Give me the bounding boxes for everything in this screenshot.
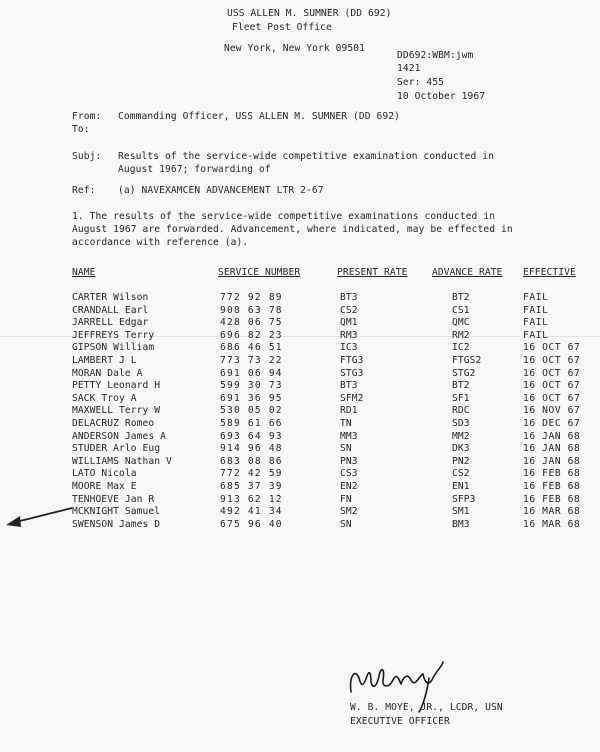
signature-name: W. B. MOYE, JR., LCDR, USN <box>350 702 503 713</box>
cell-name: LATO Nicola <box>72 468 137 480</box>
header-name: NAME <box>72 267 96 278</box>
cell-present-rate: SN <box>340 443 352 455</box>
cell-effective: 16 OCT 67 <box>523 380 581 392</box>
table-row <box>0 481 600 494</box>
table-row <box>0 342 600 355</box>
table-row <box>0 405 600 418</box>
cell-name: MOORE Max E <box>72 481 137 492</box>
subj-label: Subj: <box>72 151 102 162</box>
cell-name: STUDER Arlo Eug <box>72 443 161 455</box>
cell-service-number: 683 08 86 <box>220 455 283 467</box>
cell-advance-rate: SFP3 <box>452 493 476 505</box>
table-row <box>0 443 600 456</box>
cell-present-rate: RM3 <box>340 329 358 341</box>
cell-advance-rate: RM2 <box>452 329 470 341</box>
cell-present-rate: BT3 <box>340 292 358 303</box>
cell-service-number: 428 06 75 <box>220 317 283 329</box>
cell-name: MCKNIGHT Samuel <box>72 506 161 518</box>
cell-service-number: 772 42 59 <box>220 468 283 480</box>
serial-number: Ser: 455 <box>397 77 445 88</box>
cell-service-number: 589 61 66 <box>220 418 283 429</box>
table-row <box>0 355 600 368</box>
para-line-1: 1. The results of the service-wide competitive examinations conducted in <box>72 211 496 222</box>
cell-effective: 16 NOV 67 <box>523 405 581 417</box>
table-row <box>0 305 600 318</box>
cell-name: SWENSON James D <box>72 518 161 530</box>
cell-name: CRANDALL Earl <box>72 304 149 316</box>
cell-effective: 16 OCT 67 <box>523 367 581 379</box>
table-row <box>0 506 600 519</box>
cell-present-rate: TN <box>340 418 352 429</box>
header-present-rate: PRESENT RATE <box>337 267 408 278</box>
cell-effective: 16 FEB 68 <box>523 493 581 505</box>
cell-effective: 16 OCT 67 <box>523 355 581 366</box>
cell-advance-rate: MM2 <box>452 430 470 442</box>
table-row <box>0 418 600 431</box>
cell-effective: 16 OCT 67 <box>523 392 581 404</box>
para-line-3: accordance with reference (a). <box>72 237 249 248</box>
cell-name: WILLIAMS Nathan V <box>72 455 172 467</box>
cell-present-rate: MM3 <box>340 430 358 442</box>
table-row <box>0 380 600 393</box>
cell-service-number: 773 73 22 <box>220 355 283 366</box>
letterhead-ship: USS ALLEN M. SUMNER (DD 692) <box>227 8 392 19</box>
cell-advance-rate: RDC <box>452 405 470 417</box>
cell-present-rate: FTG3 <box>340 355 364 366</box>
cell-effective: 16 MAR 68 <box>523 518 581 530</box>
cell-name: GIPSON William <box>72 342 155 354</box>
to-label: To: <box>72 124 90 135</box>
para-line-2: August 1967 are forwarded. Advancement, where indicated, may be effected in <box>72 224 513 235</box>
cell-service-number: 913 62 12 <box>220 493 283 505</box>
cell-effective: FAIL <box>523 329 549 341</box>
cell-name: DELACRUZ Romeo <box>72 418 155 429</box>
cell-present-rate: EN2 <box>340 481 358 492</box>
cell-name: ANDERSON James A <box>72 430 167 442</box>
table-row <box>0 468 600 481</box>
cell-effective: 16 JAN 68 <box>523 430 581 442</box>
cell-present-rate: FN <box>340 493 352 505</box>
table-row <box>0 456 600 469</box>
cell-present-rate: SM2 <box>340 506 358 518</box>
cell-name: JEFFREYS Terry <box>72 329 155 341</box>
cell-name: CARTER Wilson <box>72 292 149 303</box>
table-row <box>0 494 600 507</box>
cell-service-number: 686 46 51 <box>220 342 283 354</box>
cell-advance-rate: SM1 <box>452 506 470 518</box>
cell-name: MAXWELL Terry W <box>72 405 161 417</box>
arrow-marker-icon <box>0 500 80 530</box>
cell-name: LAMBERT J L <box>72 355 137 366</box>
cell-service-number: 599 30 73 <box>220 380 283 392</box>
cell-service-number: 908 63 78 <box>220 304 283 316</box>
table-row <box>0 393 600 406</box>
cell-name: MORAN Dale A <box>72 367 143 379</box>
from-label: From: <box>72 111 102 122</box>
table-row <box>0 292 600 305</box>
cell-advance-rate: STG2 <box>452 367 476 379</box>
cell-service-number: 492 41 34 <box>220 506 283 518</box>
cell-effective: 16 MAR 68 <box>523 506 581 518</box>
cell-advance-rate: QMC <box>452 317 470 329</box>
cell-effective: 16 OCT 67 <box>523 342 581 354</box>
cell-name: TENHOEVE Jan R <box>72 493 155 505</box>
cell-advance-rate: CS2 <box>452 468 470 480</box>
cell-service-number: 530 05 02 <box>220 405 283 417</box>
cell-present-rate: PN3 <box>340 455 358 467</box>
cell-advance-rate: DK3 <box>452 443 470 455</box>
cell-service-number: 693 64 93 <box>220 430 283 442</box>
cell-advance-rate: FTGS2 <box>452 355 482 366</box>
cell-advance-rate: EN1 <box>452 481 470 492</box>
cell-effective: 16 FEB 68 <box>523 468 581 480</box>
cell-present-rate: QM1 <box>340 317 358 329</box>
cell-effective: 16 DEC 67 <box>523 418 581 429</box>
letter-date: 10 October 1967 <box>397 91 486 102</box>
letterhead-fpo: Fleet Post Office <box>232 22 332 33</box>
header-effective: EFFECTIVE <box>523 267 576 278</box>
table-header <box>0 267 600 280</box>
file-code: DD692:WBM:jwm <box>397 50 474 61</box>
cell-present-rate: SN <box>340 518 352 530</box>
cell-name: JARRELL Edgar <box>72 317 149 329</box>
subj-line-1: Results of the service-wide competitive examination conducted in <box>118 151 495 162</box>
table-row <box>0 317 600 330</box>
cell-advance-rate: SD3 <box>452 418 470 429</box>
cell-present-rate: STG3 <box>340 367 364 379</box>
cell-service-number: 685 37 39 <box>220 481 283 492</box>
cell-service-number: 691 36 95 <box>220 392 283 404</box>
cell-present-rate: CS3 <box>340 468 358 480</box>
cell-advance-rate: PN2 <box>452 455 470 467</box>
subj-line-2: August 1967; forwarding of <box>118 164 271 175</box>
cell-effective: 16 FEB 68 <box>523 481 581 492</box>
cell-effective: FAIL <box>523 304 549 316</box>
ref-label: Ref: <box>72 185 96 196</box>
cell-present-rate: RD1 <box>340 405 358 417</box>
header-service-number: SERVICE NUMBER <box>218 267 301 278</box>
cell-effective: 16 JAN 68 <box>523 455 581 467</box>
cell-present-rate: CS2 <box>340 304 358 316</box>
cell-name: SACK Troy A <box>72 392 137 404</box>
cell-advance-rate: SF1 <box>452 392 470 404</box>
signature-title: EXECUTIVE OFFICER <box>350 716 450 727</box>
cell-advance-rate: CS1 <box>452 304 470 316</box>
cell-name: PETTY Leonard H <box>72 380 161 392</box>
header-advance-rate: ADVANCE RATE <box>432 267 503 278</box>
cell-present-rate: IC3 <box>340 342 358 354</box>
cell-service-number: 675 96 40 <box>220 518 283 530</box>
file-number: 1421 <box>397 63 421 74</box>
cell-advance-rate: BT2 <box>452 380 470 392</box>
letterhead-city: New York, New York 09501 <box>224 43 366 54</box>
cell-effective: FAIL <box>523 317 549 329</box>
cell-present-rate: BT3 <box>340 380 358 392</box>
cell-effective: FAIL <box>523 292 549 303</box>
cell-service-number: 772 92 89 <box>220 292 283 303</box>
table-row <box>0 431 600 444</box>
cell-advance-rate: IC2 <box>452 342 470 354</box>
cell-present-rate: SFM2 <box>340 392 364 404</box>
ref-value: (a) NAVEXAMCEN ADVANCEMENT LTR 2-67 <box>118 185 324 196</box>
table-row <box>0 368 600 381</box>
cell-service-number: 691 06 94 <box>220 367 283 379</box>
cell-service-number: 914 96 48 <box>220 443 283 455</box>
cell-advance-rate: BM3 <box>452 518 470 530</box>
table-row <box>0 519 600 532</box>
cell-advance-rate: BT2 <box>452 292 470 303</box>
table-row <box>0 330 600 343</box>
cell-effective: 16 JAN 68 <box>523 443 581 455</box>
from-value: Commanding Officer, USS ALLEN M. SUMNER (DD 692) <box>118 111 401 122</box>
cell-service-number: 696 82 23 <box>220 329 283 341</box>
